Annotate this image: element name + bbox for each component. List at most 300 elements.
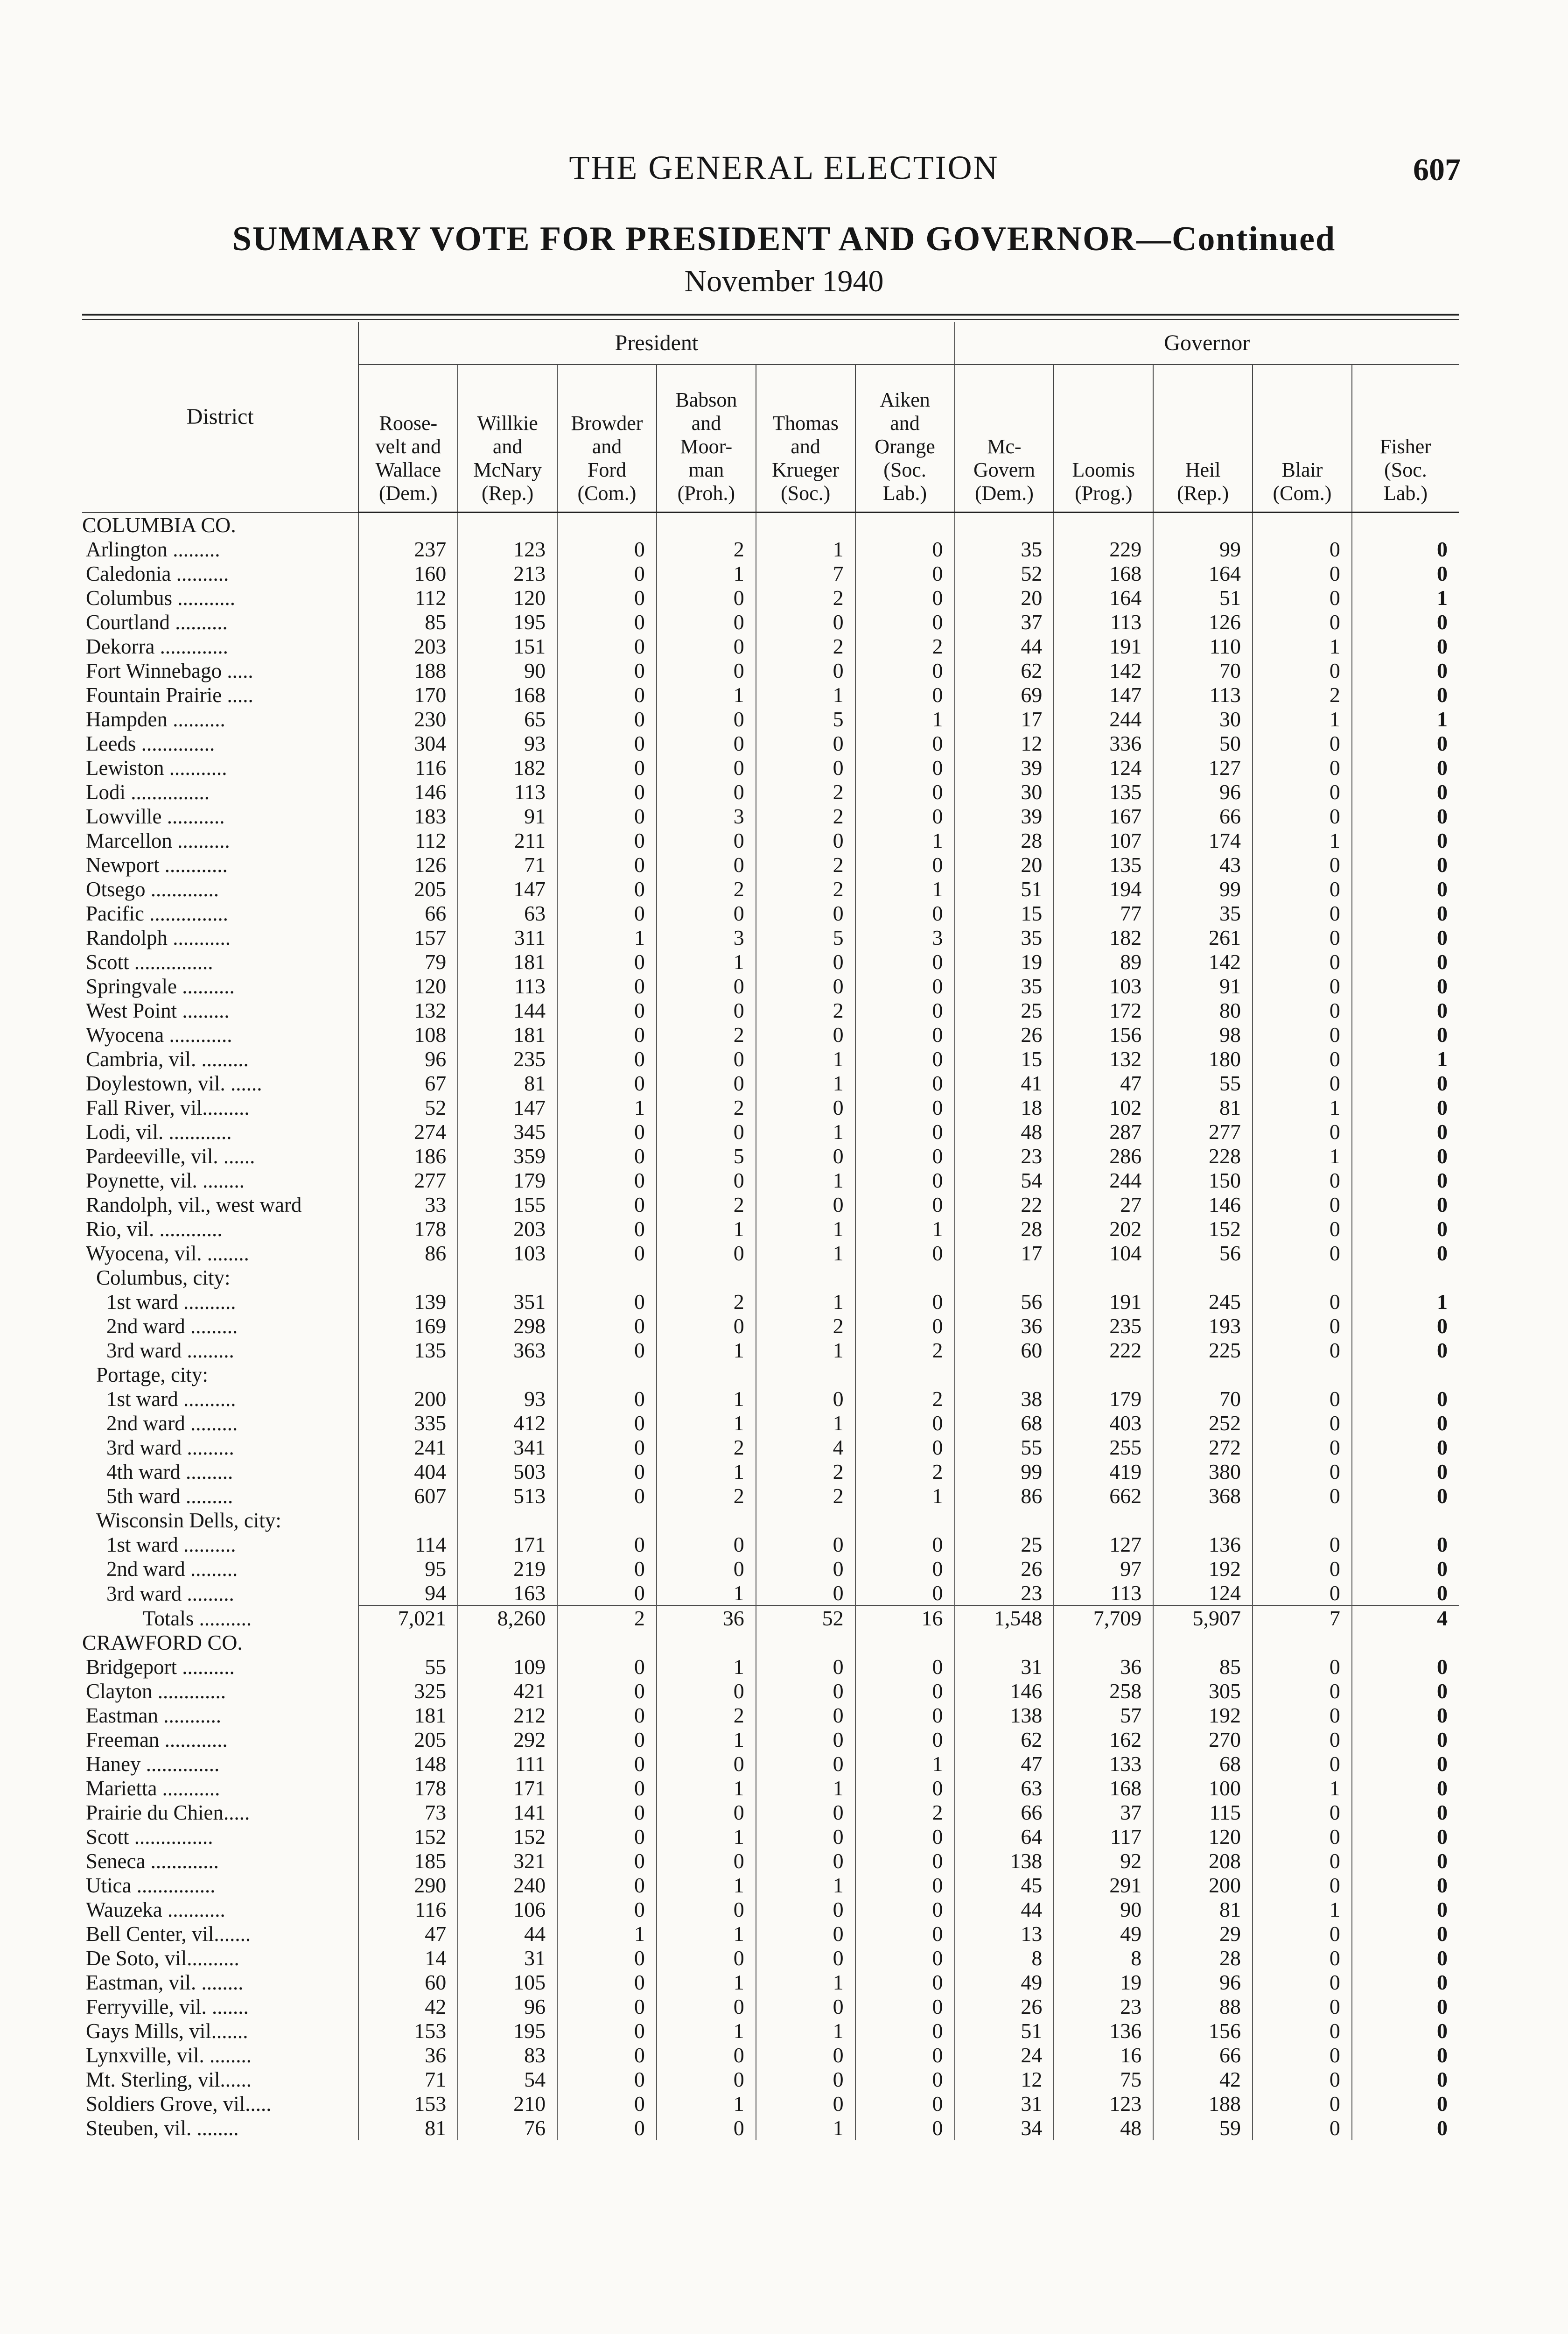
district-name: 3rd ward ......... [106, 1339, 234, 1362]
vote-cell: 0 [1253, 1168, 1352, 1193]
vote-cell: 0 [657, 1679, 756, 1703]
vote-cell: 168 [458, 683, 557, 707]
table-row [82, 1411, 1459, 1435]
vote-cell: 36 [1054, 1655, 1153, 1679]
vote-cell: 503 [458, 1460, 557, 1484]
column-header-1 [458, 365, 557, 513]
vote-cell: 36 [358, 2043, 458, 2067]
column-header-8 [1153, 365, 1253, 513]
vote-cell: 0 [1253, 1047, 1352, 1071]
vote-cell: 0 [756, 1922, 855, 1946]
column-header-line: Loomis [1072, 458, 1135, 481]
vote-cell: 5 [756, 926, 855, 950]
vote-cell: 0 [855, 1849, 955, 1873]
table-row [82, 1898, 1459, 1922]
vote-cell: 193 [1153, 1314, 1253, 1338]
vote-cell: 0 [1352, 2092, 1459, 2116]
table-row [82, 1995, 1459, 2019]
vote-cell: 0 [1352, 853, 1459, 877]
vote-cell [1253, 1265, 1352, 1290]
vote-cell [557, 513, 657, 538]
district-name: Marcellon .......... [86, 829, 230, 852]
vote-cell: 0 [657, 659, 756, 683]
district-name: 1st ward .......... [106, 1387, 236, 1411]
table-row [82, 1168, 1459, 1193]
vote-cell: 26 [955, 1995, 1054, 2019]
vote-cell: 1 [657, 1655, 756, 1679]
vote-cell: 174 [1153, 829, 1253, 853]
column-header-7 [1054, 365, 1153, 513]
vote-cell: 0 [1253, 1752, 1352, 1776]
vote-cell: 1 [657, 683, 756, 707]
district-name: Eastman ........... [86, 1704, 221, 1727]
vote-cell: 0 [557, 1144, 657, 1168]
vote-cell: 255 [1054, 1435, 1153, 1460]
vote-cell: 2 [756, 998, 855, 1023]
district-name: Portage, city: [96, 1363, 208, 1386]
page-subtitle: November 1940 [684, 264, 884, 298]
vote-cell: 0 [1253, 1825, 1352, 1849]
vote-cell: 351 [458, 1290, 557, 1314]
table-row [82, 1752, 1459, 1776]
table-row [82, 1970, 1459, 1995]
vote-cell: 0 [557, 1946, 657, 1970]
vote-cell: 168 [1054, 1776, 1153, 1800]
column-header-line: (Soc.) [781, 482, 831, 505]
vote-cell [557, 1631, 657, 1655]
vote-cell: 1 [1253, 634, 1352, 659]
vote-cell: 1 [657, 1728, 756, 1752]
vote-cell: 8 [1054, 1946, 1153, 1970]
table-row [82, 901, 1459, 926]
vote-cell: 186 [358, 1144, 458, 1168]
district-name: Fountain Prairie ..... [86, 683, 253, 707]
vote-cell: 1 [756, 1168, 855, 1193]
vote-cell: 66 [955, 1800, 1054, 1825]
vote-cell: 240 [458, 1873, 557, 1898]
vote-cell: 73 [358, 1800, 458, 1825]
table-row [82, 1825, 1459, 1849]
vote-cell: 1 [756, 1120, 855, 1144]
vote-cell: 52 [955, 562, 1054, 586]
vote-cell: 147 [458, 877, 557, 901]
vote-cell: 183 [358, 804, 458, 829]
vote-cell: 0 [756, 1655, 855, 1679]
vote-cell: 142 [1054, 659, 1153, 683]
city-heading-row [82, 1265, 1459, 1290]
vote-cell: 0 [557, 659, 657, 683]
vote-cell: 31 [458, 1946, 557, 1970]
vote-cell: 0 [1352, 950, 1459, 974]
vote-cell: 0 [557, 1752, 657, 1776]
table-row [82, 1533, 1459, 1557]
vote-cell: 2 [657, 1290, 756, 1314]
column-header-line: and [592, 435, 622, 458]
vote-cell: 62 [955, 1728, 1054, 1752]
district-name: Poynette, vil. ........ [86, 1169, 245, 1192]
vote-cell: 0 [1253, 1387, 1352, 1411]
vote-cell: 44 [458, 1922, 557, 1946]
vote-cell: 0 [557, 974, 657, 998]
vote-cell: 0 [1253, 659, 1352, 683]
vote-cell: 0 [855, 1728, 955, 1752]
vote-cell: 27 [1054, 1193, 1153, 1217]
vote-cell: 0 [1352, 974, 1459, 998]
vote-cell: 212 [458, 1703, 557, 1728]
district-name: Doylestown, vil. ...... [86, 1072, 262, 1095]
vote-cell: 31 [955, 1655, 1054, 1679]
district-name: Leeds .............. [86, 732, 215, 755]
district-name: Wyocena, vil. ........ [86, 1242, 249, 1265]
vote-cell [855, 1631, 955, 1655]
vote-cell: 191 [1054, 634, 1153, 659]
top-rule [82, 314, 1459, 316]
vote-cell: 66 [1153, 804, 1253, 829]
vote-cell [955, 1631, 1054, 1655]
vote-cell: 0 [756, 1800, 855, 1825]
vote-cell: 102 [1054, 1096, 1153, 1120]
vote-cell: 0 [557, 901, 657, 926]
vote-cell: 152 [358, 1825, 458, 1849]
vote-cell: 160 [358, 562, 458, 586]
vote-cell [955, 513, 1054, 538]
vote-cell: 56 [1153, 1241, 1253, 1265]
vote-cell: 54 [458, 2067, 557, 2092]
vote-cell [358, 1508, 458, 1533]
vote-cell: 164 [1054, 586, 1153, 610]
vote-cell: 0 [855, 780, 955, 804]
vote-cell: 0 [557, 1849, 657, 1873]
column-header-line: Fisher [1379, 435, 1431, 458]
vote-cell: 168 [1054, 562, 1153, 586]
vote-cell: 37 [1054, 1800, 1153, 1825]
vote-cell: 96 [458, 1995, 557, 2019]
vote-cell: 0 [1352, 877, 1459, 901]
vote-cell: 0 [557, 1047, 657, 1071]
vote-cell [1054, 1265, 1153, 1290]
table-row [82, 1776, 1459, 1800]
vote-cell: 607 [358, 1484, 458, 1508]
vote-cell: 68 [955, 1411, 1054, 1435]
vote-cell: 1 [1352, 1290, 1459, 1314]
column-header-line: (Rep.) [1177, 482, 1229, 505]
vote-cell: 1 [657, 1411, 756, 1435]
vote-cell: 2 [1253, 683, 1352, 707]
vote-cell: 5,907 [1153, 1606, 1253, 1631]
vote-cell: 0 [1253, 610, 1352, 634]
vote-cell: 151 [458, 634, 557, 659]
vote-cell: 0 [855, 1314, 955, 1338]
vote-cell: 23 [955, 1144, 1054, 1168]
vote-cell: 0 [1253, 1435, 1352, 1460]
vote-cell: 0 [1352, 2116, 1459, 2140]
vote-cell: 99 [1153, 537, 1253, 562]
vote-cell: 1 [1352, 586, 1459, 610]
vote-cell: 1 [557, 926, 657, 950]
vote-cell: 3 [657, 804, 756, 829]
vote-cell [557, 1265, 657, 1290]
column-header-line: (Soc. [1384, 458, 1427, 481]
vote-cell: 13 [955, 1922, 1054, 1946]
district-name: COLUMBIA CO. [82, 513, 236, 537]
vote-cell [1253, 1508, 1352, 1533]
vote-cell: 0 [756, 1898, 855, 1922]
vote-cell: 0 [1253, 901, 1352, 926]
vote-cell [458, 1363, 557, 1387]
vote-cell: 0 [1352, 1849, 1459, 1873]
vote-cell: 1 [756, 683, 855, 707]
vote-cell: 25 [955, 998, 1054, 1023]
vote-cell: 0 [1253, 1800, 1352, 1825]
vote-cell: 94 [358, 1581, 458, 1606]
vote-cell: 200 [1153, 1873, 1253, 1898]
vote-cell: 152 [458, 1825, 557, 1849]
vote-cell: 0 [1352, 1241, 1459, 1265]
vote-cell: 1 [756, 1047, 855, 1071]
vote-cell: 0 [855, 1776, 955, 1800]
vote-cell: 336 [1054, 731, 1153, 756]
vote-cell: 0 [1253, 1995, 1352, 2019]
vote-cell: 200 [358, 1387, 458, 1411]
vote-cell: 0 [657, 974, 756, 998]
vote-cell: 79 [358, 950, 458, 974]
vote-cell: 123 [458, 537, 557, 562]
vote-cell: 0 [557, 1193, 657, 1217]
vote-cell: 90 [1054, 1898, 1153, 1922]
vote-cell [1054, 513, 1153, 538]
vote-cell: 0 [557, 1241, 657, 1265]
vote-cell: 0 [1253, 1533, 1352, 1557]
district-name: 1st ward .......... [106, 1533, 236, 1556]
vote-cell: 81 [458, 1071, 557, 1096]
vote-cell: 0 [1352, 1217, 1459, 1241]
vote-cell: 0 [557, 1023, 657, 1047]
vote-cell: 99 [955, 1460, 1054, 1484]
district-name: Otsego ............. [86, 878, 219, 901]
column-header-line: Lab.) [1383, 482, 1428, 505]
vote-cell: 156 [1054, 1023, 1153, 1047]
district-name: Prairie du Chien..... [86, 1801, 250, 1824]
district-name: Hampden .......... [86, 708, 225, 731]
vote-cell: 1 [756, 1873, 855, 1898]
vote-cell: 95 [358, 1557, 458, 1581]
vote-cell: 0 [557, 1557, 657, 1581]
vote-cell: 0 [557, 610, 657, 634]
vote-cell: 1 [657, 1338, 756, 1363]
vote-cell: 270 [1153, 1728, 1253, 1752]
vote-cell: 2 [657, 537, 756, 562]
vote-cell: 0 [756, 1752, 855, 1776]
vote-cell: 205 [358, 877, 458, 901]
vote-cell [458, 513, 557, 538]
vote-cell [1153, 1631, 1253, 1655]
vote-cell: 0 [1253, 2019, 1352, 2043]
vote-cell: 113 [1054, 1581, 1153, 1606]
vote-cell: 12 [955, 731, 1054, 756]
vote-cell: 2 [855, 1460, 955, 1484]
vote-cell: 120 [358, 974, 458, 998]
vote-cell [1054, 1631, 1153, 1655]
vote-cell: 0 [855, 1533, 955, 1557]
vote-cell: 0 [756, 1533, 855, 1557]
vote-cell: 2 [756, 1460, 855, 1484]
vote-cell: 1 [855, 1217, 955, 1241]
vote-cell [657, 513, 756, 538]
table-row [82, 1679, 1459, 1703]
vote-cell: 380 [1153, 1460, 1253, 1484]
vote-cell: 363 [458, 1338, 557, 1363]
vote-cell [458, 1265, 557, 1290]
vote-cell: 0 [1352, 780, 1459, 804]
district-name: Steuben, vil. ........ [86, 2116, 239, 2140]
vote-cell: 0 [855, 610, 955, 634]
vote-cell: 16 [1054, 2043, 1153, 2067]
vote-cell: 298 [458, 1314, 557, 1338]
vote-cell: 37 [955, 610, 1054, 634]
column-header-line: (Proh.) [677, 482, 735, 505]
column-header-line: Moor- [680, 435, 733, 458]
vote-cell: 86 [955, 1484, 1054, 1508]
vote-cell: 116 [358, 1898, 458, 1922]
column-header-2 [557, 365, 657, 513]
table-row [82, 1703, 1459, 1728]
vote-cell: 2 [657, 1703, 756, 1728]
vote-cell [756, 1363, 855, 1387]
vote-cell: 0 [557, 1484, 657, 1508]
table-row [82, 610, 1459, 634]
district-name: 3rd ward ......... [106, 1436, 234, 1459]
vote-cell: 513 [458, 1484, 557, 1508]
table-body [82, 513, 1459, 2141]
vote-cell: 15 [955, 1047, 1054, 1071]
vote-cell: 290 [358, 1873, 458, 1898]
vote-cell: 1 [756, 2019, 855, 2043]
vote-cell: 76 [458, 2116, 557, 2140]
vote-cell: 93 [458, 731, 557, 756]
vote-cell [756, 1631, 855, 1655]
vote-cell: 0 [1352, 1679, 1459, 1703]
vote-cell: 33 [358, 1193, 458, 1217]
vote-cell: 0 [1253, 1703, 1352, 1728]
vote-cell: 51 [1153, 586, 1253, 610]
district-name: 1st ward .......... [106, 1290, 236, 1314]
vote-cell: 75 [1054, 2067, 1153, 2092]
vote-cell: 0 [1253, 1338, 1352, 1363]
column-header-3 [657, 365, 756, 513]
vote-cell: 26 [955, 1023, 1054, 1047]
vote-cell: 244 [1054, 1168, 1153, 1193]
vote-cell: 0 [657, 1120, 756, 1144]
district-name: Pacific ............... [86, 902, 228, 925]
vote-cell: 228 [1153, 1144, 1253, 1168]
vote-cell: 0 [855, 1922, 955, 1946]
vote-cell: 39 [955, 756, 1054, 780]
vote-cell: 30 [1153, 707, 1253, 731]
vote-cell: 7 [756, 562, 855, 586]
vote-cell: 22 [955, 1193, 1054, 1217]
vote-cell: 106 [458, 1898, 557, 1922]
vote-cell: 202 [1054, 1217, 1153, 1241]
column-header-10 [1352, 365, 1459, 513]
vote-cell: 2 [855, 1800, 955, 1825]
vote-cell: 0 [855, 974, 955, 998]
vote-cell: 7 [1253, 1606, 1352, 1631]
vote-cell: 135 [1054, 853, 1153, 877]
vote-cell: 81 [358, 2116, 458, 2140]
vote-cell: 104 [1054, 1241, 1153, 1265]
vote-cell: 81 [1153, 1898, 1253, 1922]
table-row [82, 562, 1459, 586]
vote-cell: 0 [657, 586, 756, 610]
district-name: Scott ............... [86, 1825, 213, 1849]
column-header-line: and [890, 412, 920, 435]
city-heading-row [82, 1363, 1459, 1387]
vote-cell: 0 [657, 1995, 756, 2019]
vote-cell: 0 [1352, 1581, 1459, 1606]
vote-cell: 42 [1153, 2067, 1253, 2092]
vote-cell: 412 [458, 1411, 557, 1435]
vote-cell: 2 [756, 877, 855, 901]
vote-cell: 35 [955, 926, 1054, 950]
column-header-line: Thomas [772, 412, 839, 435]
district-name: 2nd ward ......... [106, 1412, 238, 1435]
vote-cell: 0 [855, 998, 955, 1023]
vote-cell: 135 [358, 1338, 458, 1363]
vote-cell: 0 [1352, 1655, 1459, 1679]
vote-cell: 116 [358, 756, 458, 780]
vote-cell: 0 [657, 1898, 756, 1922]
vote-cell: 24 [955, 2043, 1054, 2067]
vote-cell: 241 [358, 1435, 458, 1460]
vote-cell: 4 [1352, 1606, 1459, 1631]
vote-cell: 8 [955, 1946, 1054, 1970]
vote-cell: 0 [855, 1581, 955, 1606]
table-row [82, 1144, 1459, 1168]
vote-cell: 179 [1054, 1387, 1153, 1411]
vote-cell: 419 [1054, 1460, 1153, 1484]
column-header-line: velt and [375, 435, 441, 458]
vote-cell: 210 [458, 2092, 557, 2116]
vote-cell: 8,260 [458, 1606, 557, 1631]
table-row [82, 1655, 1459, 1679]
vote-cell: 2 [756, 586, 855, 610]
vote-cell: 0 [557, 2092, 657, 2116]
vote-cell: 0 [557, 1338, 657, 1363]
vote-cell: 205 [358, 1728, 458, 1752]
vote-cell: 0 [557, 1728, 657, 1752]
table-row [82, 2092, 1459, 2116]
vote-cell: 0 [1352, 1193, 1459, 1217]
vote-cell: 0 [557, 2116, 657, 2140]
vote-cell: 126 [358, 853, 458, 877]
vote-cell: 152 [1153, 1217, 1253, 1241]
vote-cell: 92 [1054, 1849, 1153, 1873]
vote-cell: 182 [458, 756, 557, 780]
vote-cell: 291 [1054, 1873, 1153, 1898]
vote-cell: 48 [1054, 2116, 1153, 2140]
vote-cell: 0 [557, 1387, 657, 1411]
vote-cell: 0 [855, 1071, 955, 1096]
vote-cell: 1 [657, 1217, 756, 1241]
vote-cell: 0 [756, 2043, 855, 2067]
table-row [82, 1557, 1459, 1581]
vote-cell: 0 [657, 1849, 756, 1873]
vote-cell: 17 [955, 707, 1054, 731]
vote-cell: 19 [955, 950, 1054, 974]
vote-cell: 15 [955, 901, 1054, 926]
district-name: 5th ward ......... [106, 1484, 233, 1508]
column-header-line: and [492, 435, 523, 458]
